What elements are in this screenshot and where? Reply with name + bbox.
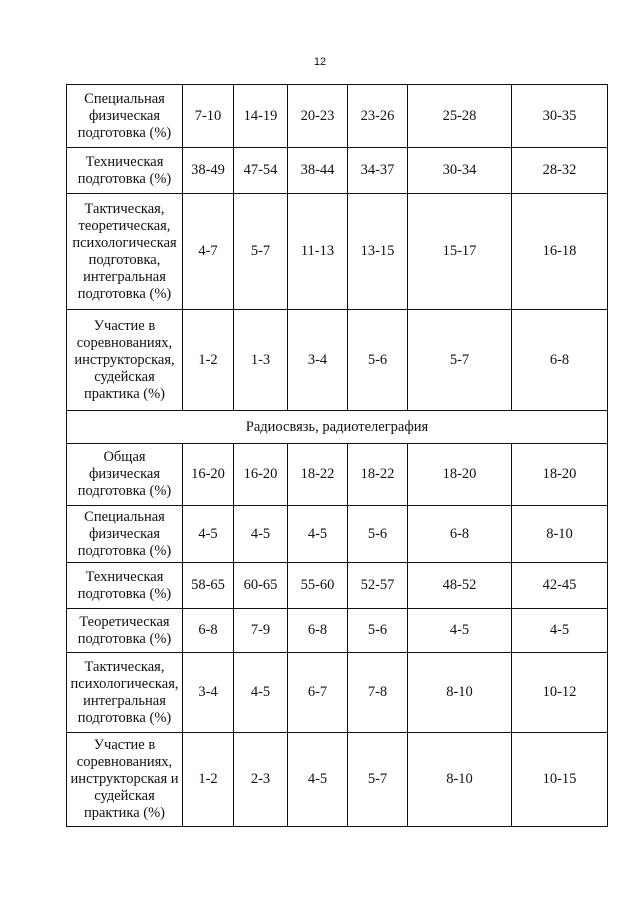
value-cell: 8-10 [408,733,512,827]
row-label: Специальная физическая подготовка (%) [67,506,183,563]
value-cell: 48-52 [408,563,512,609]
value-cell: 14-19 [234,85,288,148]
table-row [67,506,608,563]
value-cell: 1-2 [183,733,234,827]
value-cell: 3-4 [183,653,234,733]
value-cell: 4-5 [183,506,234,563]
row-label: Общая физическая подготовка (%) [67,444,183,506]
value-cell: 5-6 [348,506,408,563]
value-cell: 5-6 [348,609,408,653]
table-row [67,85,608,148]
value-cell: 55-60 [288,563,348,609]
value-cell: 38-44 [288,148,348,194]
value-cell: 4-7 [183,194,234,310]
value-cell: 5-7 [234,194,288,310]
value-cell: 1-3 [234,310,288,411]
value-cell: 4-5 [234,506,288,563]
value-cell: 30-34 [408,148,512,194]
value-cell: 28-32 [512,148,608,194]
value-cell: 6-8 [512,310,608,411]
value-cell: 47-54 [234,148,288,194]
table-row [67,733,608,827]
value-cell: 8-10 [512,506,608,563]
value-cell: 2-3 [234,733,288,827]
row-label: Участие в соревнованиях, инструкторская и судейская практика (%) [67,733,183,827]
table-row [67,148,608,194]
row-label: Техническая подготовка (%) [67,563,183,609]
value-cell: 4-5 [288,506,348,563]
value-cell: 7-9 [234,609,288,653]
value-cell: 6-7 [288,653,348,733]
value-cell: 23-26 [348,85,408,148]
value-cell: 11-13 [288,194,348,310]
value-cell: 30-35 [512,85,608,148]
table-row [67,194,608,310]
value-cell: 38-49 [183,148,234,194]
value-cell: 52-57 [348,563,408,609]
value-cell: 18-20 [408,444,512,506]
value-cell: 4-5 [408,609,512,653]
value-cell: 6-8 [288,609,348,653]
training-norms-table [66,84,608,827]
value-cell: 16-20 [183,444,234,506]
value-cell: 15-17 [408,194,512,310]
row-label: Участие в соревнованиях, инструкторская, судейская практика (%) [67,310,183,411]
value-cell: 13-15 [348,194,408,310]
value-cell: 4-5 [288,733,348,827]
row-label: Специальная физическая подготовка (%) [67,85,183,148]
value-cell: 18-20 [512,444,608,506]
section-row [67,411,608,444]
value-cell: 16-20 [234,444,288,506]
table-row [67,653,608,733]
table-row [67,310,608,411]
value-cell: 42-45 [512,563,608,609]
value-cell: 6-8 [183,609,234,653]
value-cell: 4-5 [234,653,288,733]
value-cell: 4-5 [512,609,608,653]
row-label: Техническая подготовка (%) [67,148,183,194]
section-title: Радиосвязь, радиотелеграфия [67,411,608,444]
value-cell: 34-37 [348,148,408,194]
table-body [67,85,608,827]
row-label: Тактическая, теоретическая, психологическая подготовка, интегральная подготовка (%) [67,194,183,310]
value-cell: 18-22 [288,444,348,506]
value-cell: 6-8 [408,506,512,563]
value-cell: 58-65 [183,563,234,609]
value-cell: 5-6 [348,310,408,411]
table-row [67,444,608,506]
value-cell: 7-10 [183,85,234,148]
table-row [67,609,608,653]
value-cell: 1-2 [183,310,234,411]
value-cell: 5-7 [348,733,408,827]
value-cell: 10-12 [512,653,608,733]
value-cell: 5-7 [408,310,512,411]
value-cell: 7-8 [348,653,408,733]
table-row [67,563,608,609]
value-cell: 8-10 [408,653,512,733]
value-cell: 10-15 [512,733,608,827]
row-label: Теоретическая подготовка (%) [67,609,183,653]
value-cell: 60-65 [234,563,288,609]
page-number: 12 [313,56,327,68]
value-cell: 20-23 [288,85,348,148]
value-cell: 3-4 [288,310,348,411]
row-label: Тактическая, психологическая, интегральная подготовка (%) [67,653,183,733]
value-cell: 18-22 [348,444,408,506]
value-cell: 16-18 [512,194,608,310]
value-cell: 25-28 [408,85,512,148]
